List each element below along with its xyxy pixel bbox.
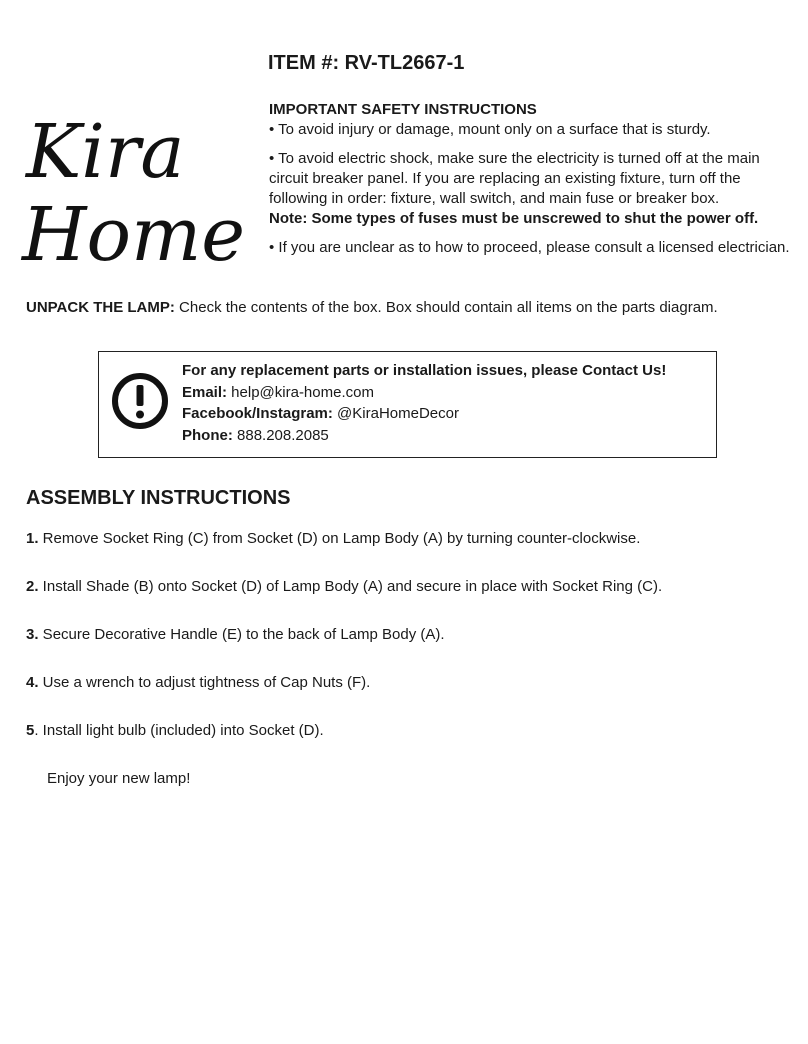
unpack-text: Check the contents of the box. Box should contain all items on the parts diagram.	[174, 299, 718, 316]
logo-text-home: Home	[22, 192, 246, 278]
step-number: 1.	[26, 530, 39, 547]
phone-number: 888.208.2085	[232, 426, 329, 444]
kira-home-logo	[14, 82, 246, 278]
assembly-step	[26, 530, 640, 547]
contact-phone-row	[182, 425, 666, 447]
step-text: Secure Decorative Handle (E) to the back of Lamp Body (A).	[38, 626, 445, 643]
assembly-step	[26, 578, 662, 595]
assembly-title: ASSEMBLY INSTRUCTIONS	[26, 487, 291, 509]
step-text: Remove Socket Ring (C) from Socket (D) on Lamp Body (A) by turning counter-clockwise.	[38, 530, 641, 547]
item-number-title: ITEM #: RV-TL2667-1	[268, 52, 465, 74]
safety-instructions	[269, 100, 799, 267]
email-label: Email:	[182, 383, 228, 401]
safety-bullet-2-text: • To avoid electric shock, make sure the electricity is turned off at the main circuit breaker panel. If you are replacing an existing fixture, turn off the following in order: fixture, wall switch, and main fuse or breaker box.	[269, 150, 760, 207]
step-number: 3.	[26, 626, 39, 643]
phone-label: Phone:	[182, 426, 233, 444]
contact-heading: For any replacement parts or installation issues, please Contact Us!	[182, 362, 667, 379]
assembly-step	[26, 722, 324, 739]
assembly-step	[26, 626, 445, 643]
email-link[interactable]: help@kira-home.com	[227, 383, 374, 401]
social-handle: @KiraHomeDecor	[332, 405, 459, 422]
step-text: . Install light bulb (included) into Socket (D).	[34, 722, 324, 739]
safety-heading: IMPORTANT SAFETY INSTRUCTIONS	[269, 101, 537, 118]
safety-bullet-2	[269, 149, 799, 229]
step-text: Install Shade (B) onto Socket (D) of Lamp Body (A) and secure in place with Socket Ring (C).	[38, 578, 663, 595]
step-text: Use a wrench to adjust tightness of Cap Nuts (F).	[38, 674, 371, 691]
contact-email-row	[182, 382, 666, 404]
social-label: Facebook/Instagram:	[182, 405, 333, 422]
exclamation-circle-icon	[111, 372, 169, 430]
closing-message: Enjoy your new lamp!	[47, 770, 191, 787]
unpack-instructions	[26, 299, 796, 316]
logo-text-kira: Kira	[26, 109, 185, 195]
assembly-step	[26, 674, 370, 691]
safety-bullet-3: • If you are unclear as to how to proceed, please consult a licensed electrician.	[269, 239, 790, 256]
safety-note: Note: Some types of fuses must be unscrewed to shut the power off.	[269, 210, 759, 227]
contact-social-row	[182, 403, 666, 425]
step-number: 2.	[26, 578, 39, 595]
contact-details	[182, 360, 666, 446]
unpack-label: UNPACK THE LAMP:	[26, 299, 175, 316]
step-number: 5	[26, 722, 35, 739]
contact-box	[98, 351, 717, 458]
safety-bullet-1: • To avoid injury or damage, mount only on a surface that is sturdy.	[269, 121, 711, 138]
step-number: 4.	[26, 674, 39, 691]
